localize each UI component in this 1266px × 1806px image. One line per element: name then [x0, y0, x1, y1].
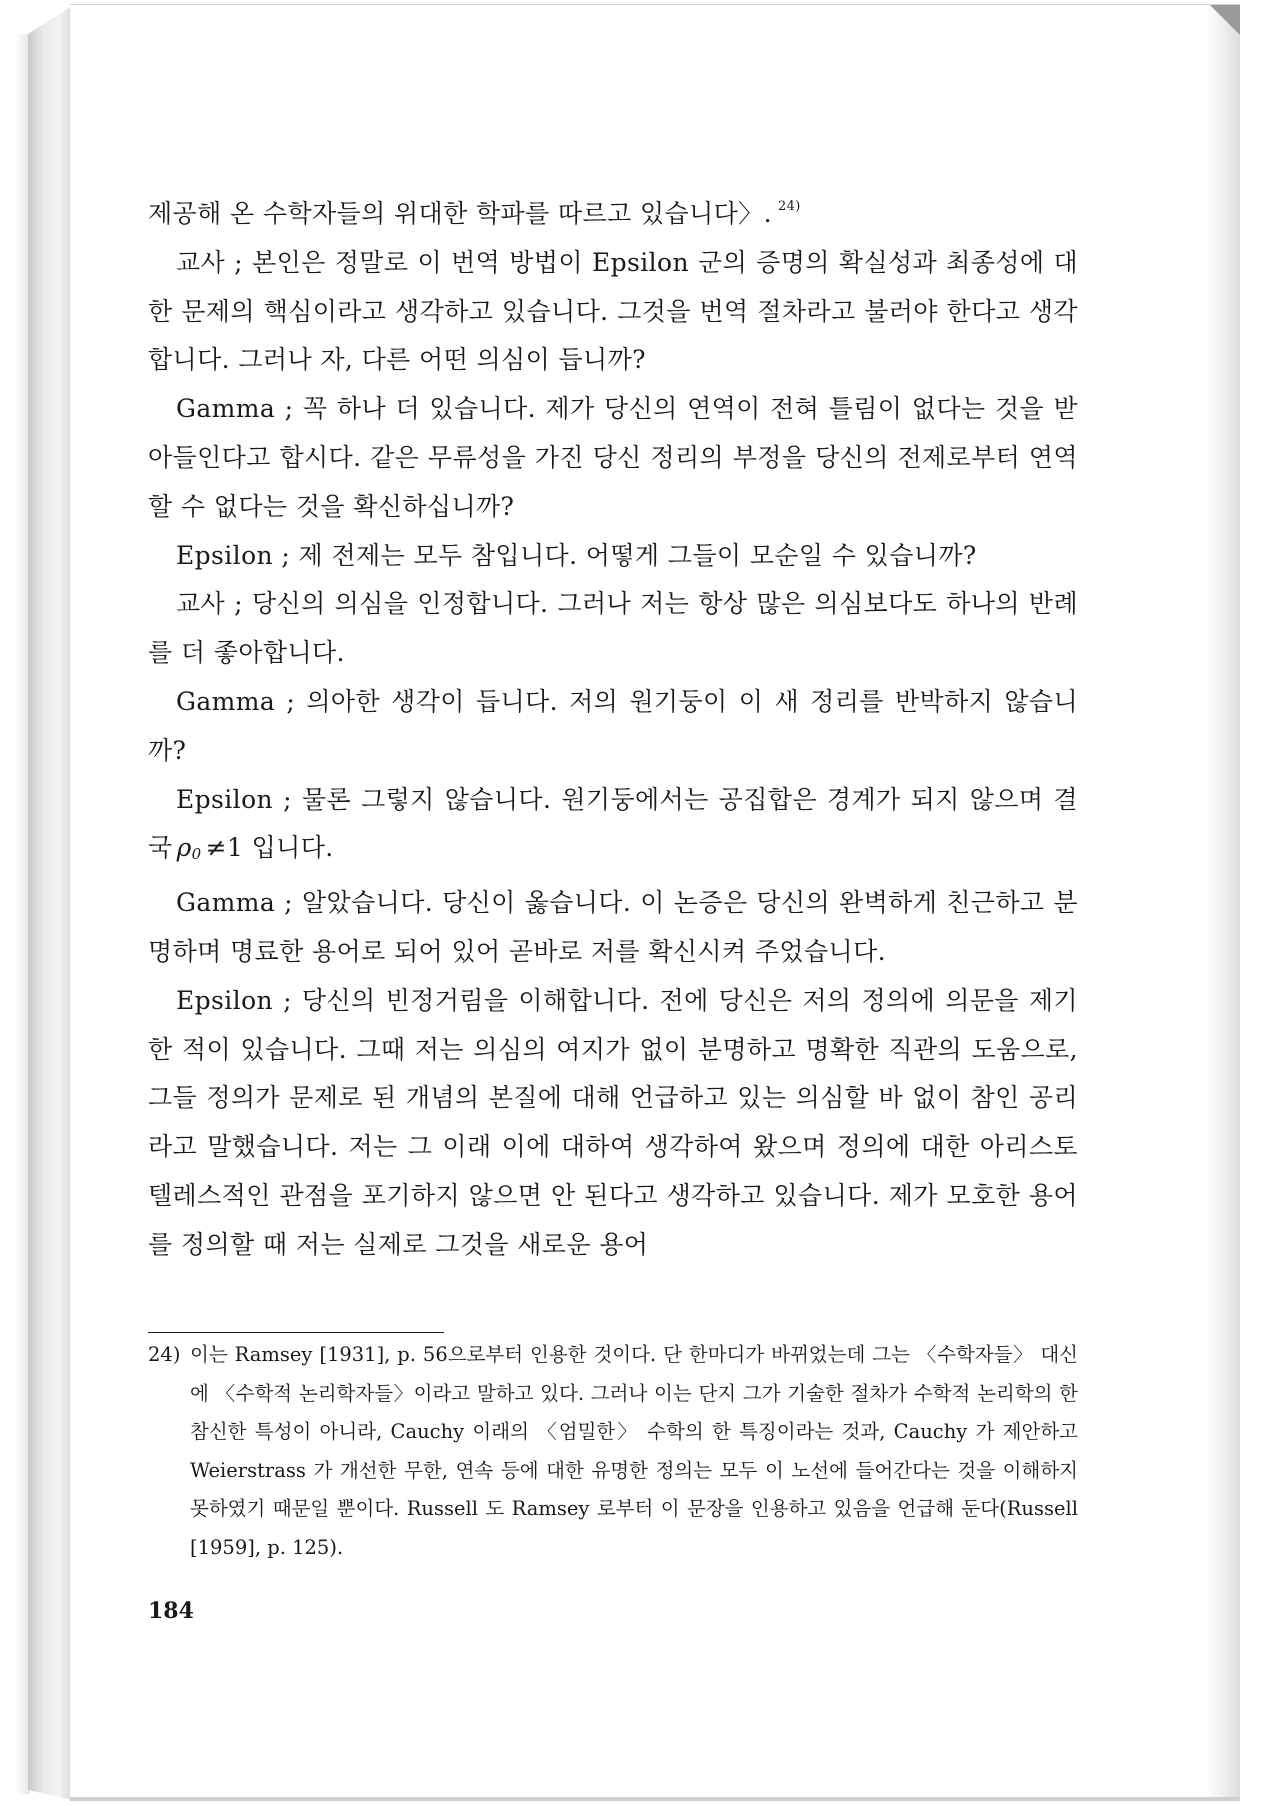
rho-symbol: $\rho_0$: [176, 833, 202, 864]
paragraph: Epsilon ; 물론 그렇지 않습니다. 원기둥에서는 공집합은 경계가 되지 않으며 결국 $\rho_0 \ne 1$ 입니다.: [148, 784, 1078, 864]
footnote-number: 24): [148, 1343, 181, 1366]
book-spine: [28, 6, 72, 1800]
paragraph: 제공해 온 수학자들의 위대한 학파를 따르고 있습니다〉. $^{24)}$: [148, 199, 801, 228]
paragraph: Epsilon ; 제 전제는 모두 참입니다. 어떻게 그들이 모순일 수 있습니까?: [176, 540, 977, 570]
page-number: 184: [148, 1598, 194, 1624]
footnote: [148, 1336, 1078, 1567]
spine-shadow: [16, 34, 30, 1794]
paragraph: Gamma ; 꼭 하나 더 있습니다. 제가 당신의 연역이 전혀 틀림이 없다는 것을 받아들인다고 합시다. 같은 무류성을 가진 당신 정리의 부정을 당신의 전제로부터 연역할 수 없다는 것을 확신하십니까?: [148, 394, 1078, 521]
paragraph: Epsilon ; 당신의 빈정거림을 이해합니다. 전에 당신은 저의 정의에 의문을 제기한 적이 있습니다. 그때 저는 의심의 여지가 없이 분명하고 명확한 직관의 도움으로, 그들 정의가 문제로 된 개념의 본질에 대해 언급하고 있는 의심할 바 없이 참인 공리라고 말했습니다. 저는 그 이래 이에 대하여 생각하여 왔으며 정의에 대한 아리스토텔레스적인 관점을 포기하지 않으면 안 된다고 생각하고 있습니다. 제가 모호한 용어를 정의할 때 저는 실제로 그것을 새로운 용어: [148, 985, 1078, 1259]
page-edge-shading: [1206, 5, 1240, 1801]
paragraph: Gamma ; 의아한 생각이 듭니다. 저의 원기둥이 이 새 정리를 반박하지 않습니까?: [148, 686, 1078, 765]
page-bottom-edge: [70, 1797, 1240, 1801]
page-corner-fold: [1210, 5, 1240, 35]
footnote-text: 이는 Ramsey [1931], p. 56으로부터 인용한 것이다. 단 한마디가 바뀌었는데 그는 〈수학자들〉 대신에 〈수학적 논리학자들〉이라고 말하고 있다. 그러나 이는 단지 그가 기술한 절차가 수학적 논리학의 한 참신한 특성이 아니라, Cauchy 이래의 〈엄밀한〉 수학의 한 특징이라는 것과, Cauchy 가 제안하고 Weierstrass 가 개선한 무한, 연속 등에 대한 유명한 정의는 모두 이 노선에 들어간다는 것을 이해하지 못하였기 때문일 뿐이다. Russell 도 Ramsey 로부터 이 문장을 인용하고 있음을 언급해 둔다(Russell [1959], p. 125).: [190, 1343, 1078, 1559]
footnote-rule: [148, 1332, 444, 1333]
paragraph: 교사 ; 본인은 정말로 이 번역 방법이 Epsilon 군의 증명의 확실성과 최종성에 대한 문제의 핵심이라고 생각하고 있습니다. 그것을 번역 절차라고 불러야 한다고 생각합니다. 그러나 자, 다른 어떤 의심이 듭니까?: [148, 247, 1078, 375]
body-text: [148, 190, 1078, 1270]
paragraph: 교사 ; 당신의 의심을 인정합니다. 그러나 저는 항상 많은 의심보다도 하나의 반례를 더 좋아합니다.: [148, 589, 1078, 668]
paragraph: Gamma ; 알았습니다. 당신이 옳습니다. 이 논증은 당신의 완벽하게 친근하고 분명하며 명료한 용어로 되어 있어 곧바로 저를 확신시켜 주었습니다.: [148, 888, 1078, 966]
footnote-reference: 24): [777, 199, 801, 214]
rho-subscript: 0: [191, 845, 202, 864]
